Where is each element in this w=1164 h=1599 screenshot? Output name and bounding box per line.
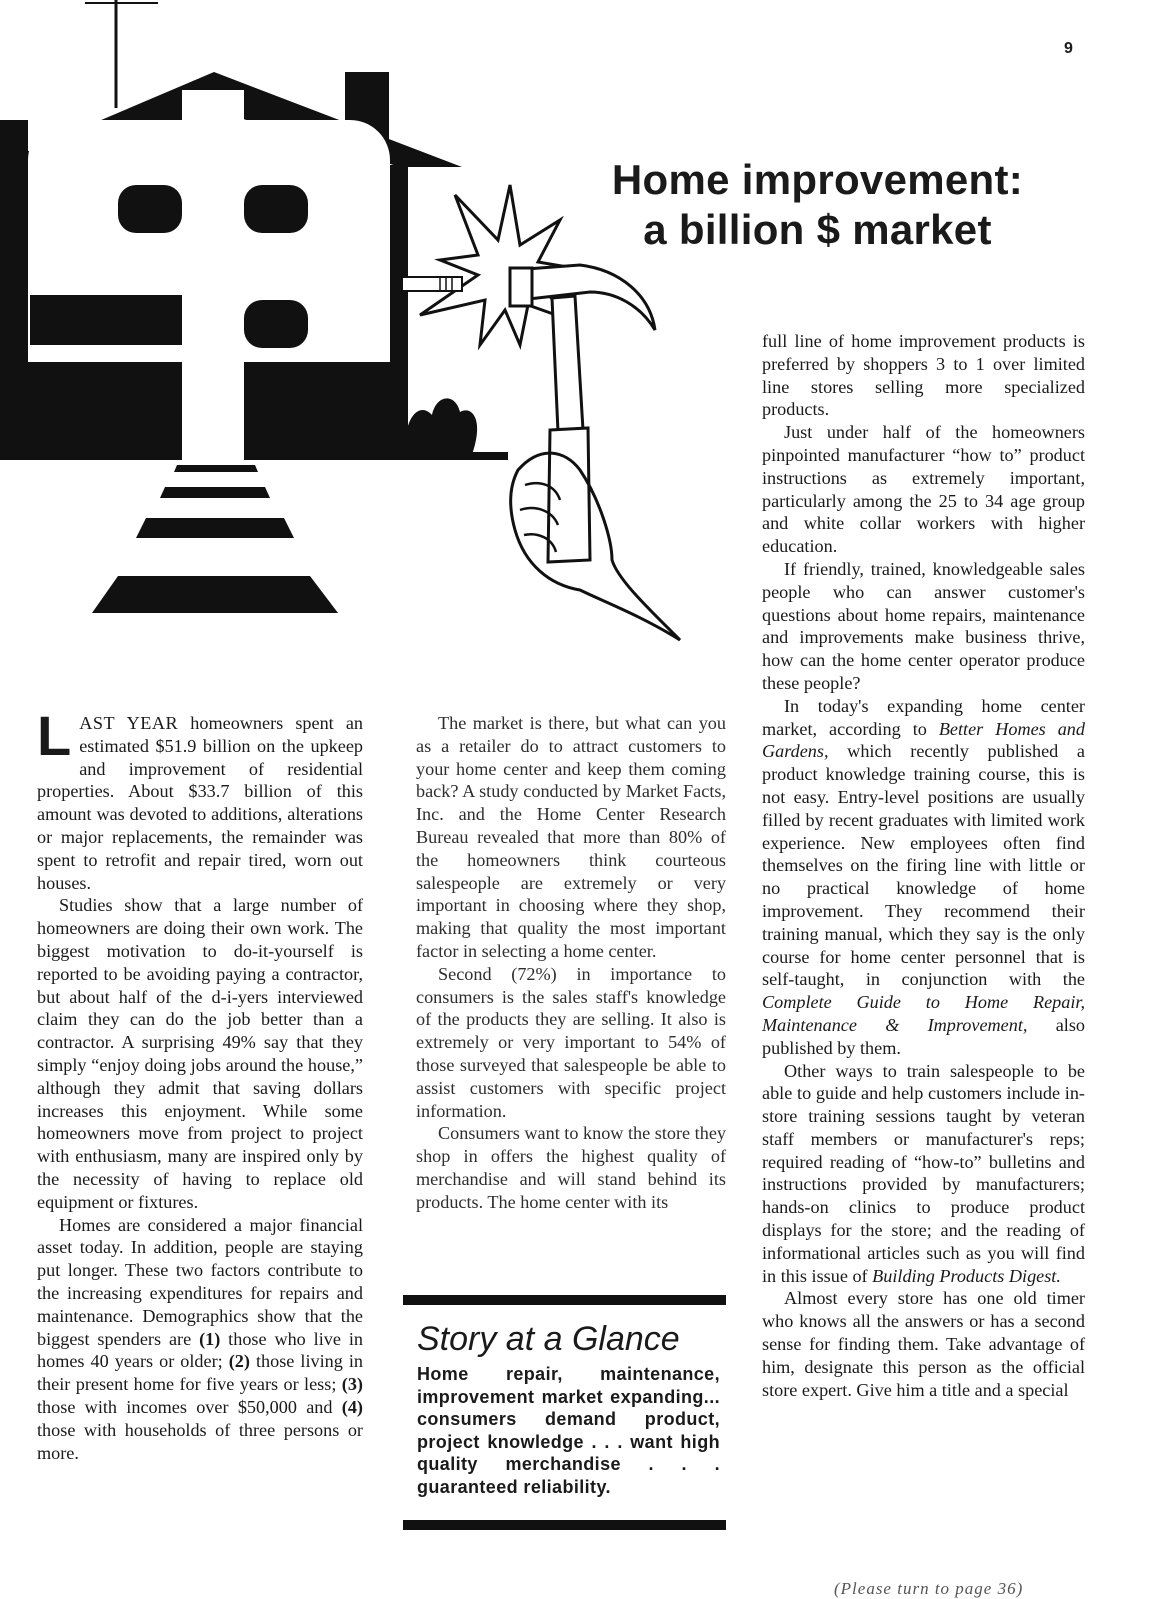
list-marker: (1) xyxy=(199,1328,221,1349)
house-dollar-illustration xyxy=(0,0,720,650)
paragraph xyxy=(37,704,363,894)
lead-in-caps: AST YEAR xyxy=(79,713,179,733)
paragraph: The market is there, but what can you as a retailer do to attract customers to your home center and keep them coming back? A study conducted by Market Facts, Inc. and the Home Center Research Bureau revealed that more than 80% of the homeowners think courteous salespeople are extremely or very important in choosing where they shop, making that quality the most important factor in selecting a home center. xyxy=(416,713,726,961)
headline-line-2: a billion $ market xyxy=(643,206,992,253)
headline-line-1: Home improvement: xyxy=(611,156,1024,203)
paragraph-text: homeowners spent an estimated $51.9 billion on the upkeep and improvement of residential properties. About $33.7 billion of this amount was devoted to additions, alterations or major replacements, the remainder was spent to retrofit and repair tired, worn out houses. xyxy=(37,713,363,893)
tv-antenna xyxy=(85,0,158,108)
publication-title: Complete Guide to Home Repair, Maintenance & Improvement, xyxy=(762,992,1085,1035)
paragraph xyxy=(762,1060,1085,1288)
article-column-3 xyxy=(762,330,1085,1401)
paragraph: Studies show that a large number of homeowners are doing their own work. The biggest motivation to do-it-yourself is reported to be avoiding paying a contractor, but about half of the d-i-yers interviewed claim they can do the job better than a contractor. A surprising 49% say that they simply “enjoy doing jobs around the house,” although they admit that saving dollars increases this enjoyment. While some homeowners move from project to project with enthusiasm, many are inspired only by the necessity of having to replace old equipment or fixtures. xyxy=(37,895,363,1212)
dollar-sign-window xyxy=(0,90,408,465)
paragraph: If friendly, trained, knowledgeable sales people who can answer customer's questions about home repairs, maintenance and improvements make business thrive, how can the home center operator produce these people? xyxy=(762,558,1085,693)
glance-title: Story at a Glance xyxy=(417,1320,680,1358)
drop-cap: L xyxy=(37,704,72,767)
paragraph-text: those with households of three persons or more. xyxy=(37,1419,363,1463)
article-column-1 xyxy=(37,704,363,1464)
paragraph: Just under half of the homeowners pinpointed manufacturer “how to” product instructions as extremely important, particularly among the 25 to 34 age group and white collar workers with higher education. xyxy=(762,422,1085,557)
article-column-2 xyxy=(416,712,726,1214)
paragraph-text: In today's expanding home center market, according to xyxy=(762,695,1085,739)
front-walkway xyxy=(92,465,338,613)
paragraph-text: those living in their present home for five years or less; xyxy=(37,1351,363,1395)
glance-top-rule xyxy=(403,1295,726,1305)
paragraph-text: also published by them. xyxy=(762,1014,1085,1058)
paragraph-text: those with incomes over $50,000 and xyxy=(37,1396,342,1417)
paragraph: Almost every store has one old timer who knows all the answers or has a second sense for finding them. Take advantage of him, designate this person as the official store expert. Give him a title and a special xyxy=(762,1288,1085,1400)
paragraph xyxy=(762,695,1085,1060)
paragraph-text: Other ways to train salespeople to be able to guide and help customers include in-store training sessions taught by veteran staff members or manufacturer's reps; required reading of “how-to” bulletins and instructions provided by manufacturers; hands-on clinics to produce product displays for the store; and the reading of informational articles such as you will find in this issue of xyxy=(762,1060,1085,1286)
paragraph: Second (72%) in importance to consumers is the sales staff's knowledge of the products they are selling. It also is extremely or very important to 54% of those surveyed that salespeople be able to assist customers with specific project information. xyxy=(416,963,726,1121)
page-number: 9 xyxy=(1064,40,1073,57)
continued-on-page-note: (Please turn to page 36) xyxy=(834,1579,1024,1598)
paragraph-text: which recently published a product knowledge training course, this is not easy. Entry-level positions are usually filled by recent graduates with limited work experience. New employees often find themselves on the firing line with little or no practical knowledge of home improvement. They recommend their training manual, which they say is the only course for home center personnel that is self-taught, in conjunction with the xyxy=(762,741,1085,990)
story-at-a-glance-box xyxy=(403,1295,726,1530)
publication-title: Better Homes and Gardens, xyxy=(762,718,1085,762)
paragraph xyxy=(37,1214,363,1465)
list-marker: (2) xyxy=(228,1351,250,1372)
paragraph-text: Homes are considered a major financial asset today. In addition, people are staying put longer. These two factors contribute to the increasing expenditures for repairs and maintenance. Demographics show that the biggest spenders are xyxy=(37,1214,363,1349)
paragraph: full line of home improvement products is preferred by shoppers 3 to 1 over limited line stores selling more specialized products. xyxy=(762,331,1085,420)
paragraph: Consumers want to know the store they shop in offers the highest quality of merchandise and will stand behind its products. The home center with its xyxy=(416,1123,726,1212)
glance-bottom-rule xyxy=(403,1520,726,1530)
publication-title: Building Products Digest. xyxy=(872,1265,1061,1286)
headline xyxy=(580,155,1055,255)
list-marker: (4) xyxy=(341,1396,363,1417)
glance-summary: Home repair, maintenance, improvement market expanding... consumers demand product, project knowledge . . . want high quality merchandise . . . guaranteed reliability. xyxy=(417,1364,720,1497)
hammer-and-hand xyxy=(510,265,680,640)
list-marker: (3) xyxy=(341,1374,363,1395)
paragraph-text: those who live in homes 40 years or older; xyxy=(37,1328,363,1372)
